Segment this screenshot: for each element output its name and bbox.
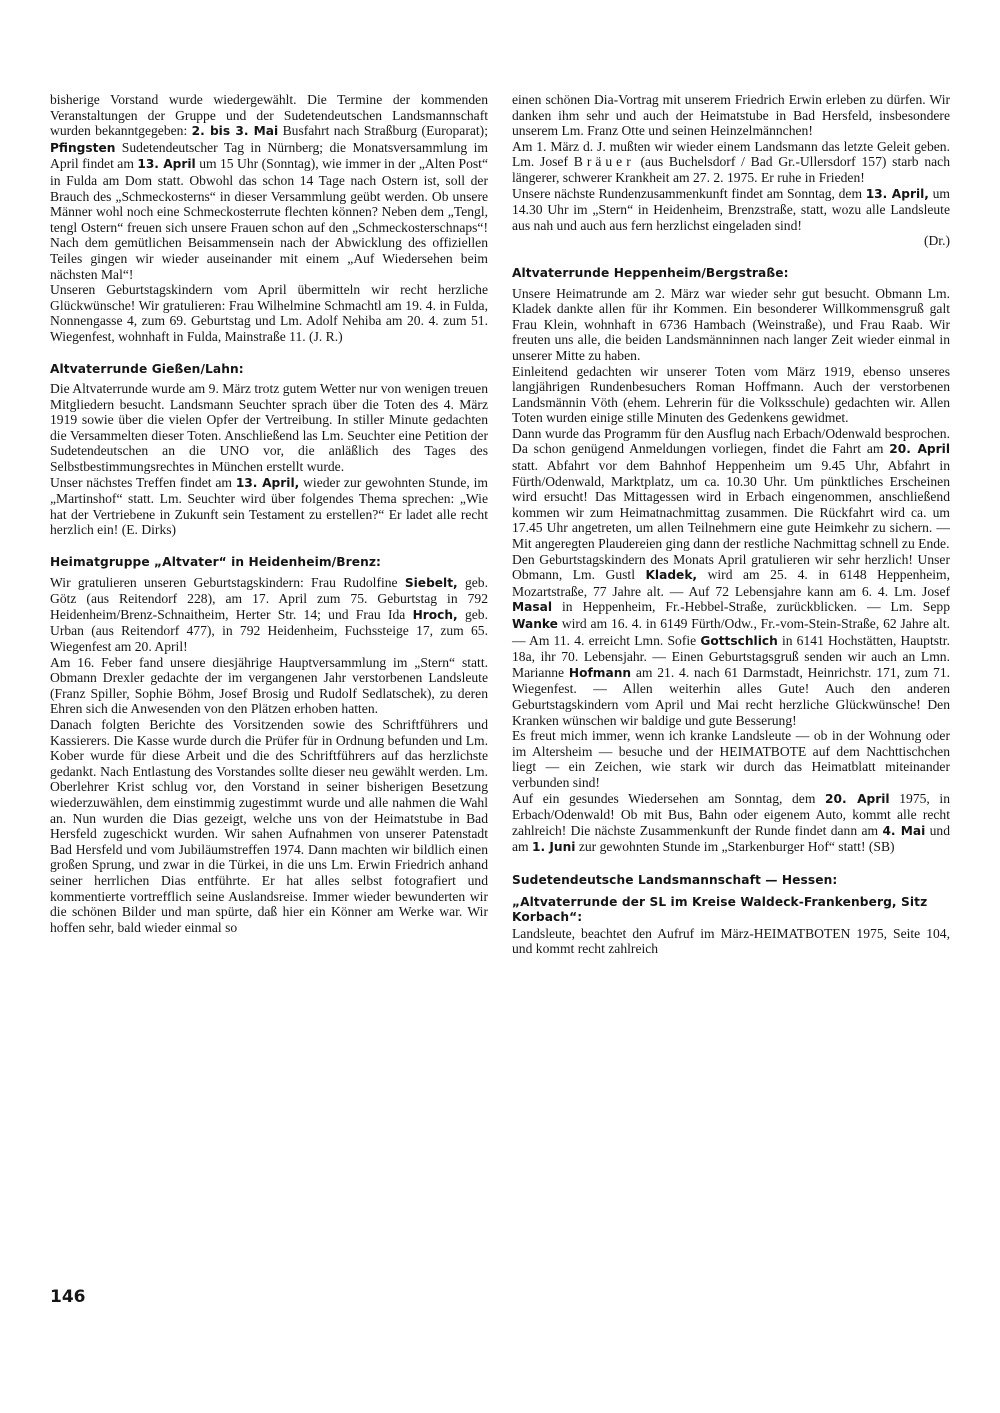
section-heading-heidenheim: Heimatgruppe „Altvater“ in Heidenheim/Brenz: (50, 555, 382, 570)
section-heading-heppenheim: Altvaterrunde Heppenheim/Bergstraße: (512, 265, 789, 280)
paragraph: Es freut mich immer, wenn ich kranke Landsleute — ob in der Wohnung oder im Altersheim — besuche und der HEIMATBOTE auf dem Nachttischchen liegt — ein Zeichen, wie stark wir durch das Heimatblatt miteinander verbunden sind! (512, 728, 950, 790)
paragraph: Am 1. März d. J. mußten wir wieder einem Landsmann das letzte Geleit geben. Lm. Josef Bräuer (aus Buchelsdorf / Bad Gr.-Ullersdorf 157) starb nach längerer, schwerer Krankheit am 27. 2. 1975. Er ruhe in Frieden! (512, 138, 951, 185)
page-number: 146 (50, 1287, 86, 1307)
paragraph: Die Altvaterrunde wurde am 9. März trotz gutem Wetter nur von wenigen treuen Mitgliedern besucht. Landsmann Seuchter sprach über die Toten des 4. März 1919 sowie über die vielen Opfer der Vertreibung. In stiller Minute gedachten die Versammelten dieser Toten. Anschließend las Lm. Seuchter eine Petition der Sudetendeutschen an die UNO vor, die anläßlich des Tages des Selbstbestimmungsrechtes in München erstellt wurde. (50, 381, 488, 475)
paragraph: Den Geburtstagskindern des Monats April gratulieren wir sehr herzlich! Unser Obmann, Lm. Gustl Kladek, wird am 25. 4. in 6148 Heppenheim, Mozartstraße, 77 Jahre alt. — Auf 72 Lebensjahre kann am 6. 4. Lm. Josef Masal in Heppenheim, Fr.-Hebbel-Straße, zurückblicken. — Lm. Sepp Wanke wird am 16. 4. in 6149 Fürth/Odw., Fr.-vom-Stein-Straße, 62 Jahre alt. — Am 11. 4. erreicht Lmn. Sofie Gottschlich in 6141 Hochstätten, Hauptstr. 18a, ihr 70. Lebensjahr. — Einen Geburtstagsgruß senden wir auch an Lmn. Marianne Hofmann am 21. 4. nach 61 Darmstadt, Heinrichstr. 171, zum 71. Wiegenfest. — Allen weiterhin alles Gute! Auch den anderen Geburtstagskindern vom April und Mai recht herzliche Glückwünsche! Den Kranken wünschen wir baldige und gute Besserung! (512, 551, 951, 728)
paragraph: Unser nächstes Treffen findet am 13. April, wieder zur gewohnten Stunde, im „Martinshof“ statt. Lm. Seuchter wird über folgendes Thema sprechen: „Wie hat der Vertriebene in Zukunft sein Testament zu erstellen?“ Er ladet alle recht herzlich ein! (E. Dirks) (50, 474, 488, 538)
paragraph: Auf ein gesundes Wiedersehen am Sonntag, dem 20. April 1975, in Erbach/Odenwald! Ob mit Bus, Bahn oder eigenem Auto, kommt alle recht zahlreich! Die nächste Zusammenkunft der Runde findet dann am 4. Mai und am 1. Juni zur gewohnten Stunde im „Starkenburger Hof“ statt! (SB) (512, 790, 951, 855)
paragraph: bisherige Vorstand wurde wiedergewählt. Die Termine der kommenden Veranstaltungen der Gruppe und der Sudetendeutschen Landsmannschaft wurden bekanntgegeben: 2. bis 3. Mai Busfahrt nach Straßburg (Europarat); Pfingsten Sudetendeutscher Tag in Nürnberg; die Monatsversammlung im April findet am 13. April um 15 Uhr (Sonntag), wie immer in der „Alten Post“ in Fulda am Dom statt. Obwohl das schon 14 Tage nach Ostern ist, soll der Brauch des „Schmeckosterns“ in dieser Versammlung geübt werden. Ob unsere Männer wohl noch eine Schmeckosterrute flechten können? Neben dem „Tengl, tengl Ostern“ freuen sich unsere Frauen schon auf den „Schmeckosterschnaps“! Nach dem gemütlichen Beisammensein nach der Abwicklung des offiziellen Teiles gingen wir wieder auseinander mit einem „Auf Wiedersehen beim nächsten Mal“! (50, 92, 488, 282)
paragraph: Unsere Heimatrunde am 2. März war wieder sehr gut besucht. Obmann Lm. Kladek dankte allen für ihr Kommen. Ein besonderer Willkommensgruß galt Frau Klein, wohnhaft in 6736 Hambach (Weinstraße), und Frau Raab. Wir freuten uns alle, die beiden Landsmänninnen nach langer Zeit wieder einmal in unserer Mitte zu haben. (512, 285, 950, 363)
paragraph: Unseren Geburtstagskindern vom April übermitteln wir recht herzliche Glückwünsche! Wir gratulieren: Frau Wilhelmine Schmachtl am 19. 4. in Fulda, Nonnengasse 4, zum 69. Geburtstag und Lm. Adolf Nehiba am 20. 4. zum 51. Wiegenfest, wohnhaft in Fulda, Mainstraße 11. (J. R.) (50, 282, 488, 344)
paragraph: Am 16. Feber fand unsere diesjährige Hauptversammlung im „Stern“ statt. Obmann Drexler gedachte der im vergangenen Jahr verstorbenen Landsleute (Franz Spiller, Sophie Böhm, Josef Brosig und Rudolf Sedlatschek), zu deren Ehren sich die Anwesenden von den Plätzen erhoben hatten. (50, 654, 488, 717)
signature: (Dr.) (923, 233, 950, 249)
paragraph: Einleitend gedachten wir unserer Toten vom März 1919, ebenso unseres langjährigen Rundenbesuchers Roman Hoffmann. Auch der verstorbenen Landsmännin Vöth (ehem. Lehrerin für die Volksschule) gedachten wir. Allen Toten wurden einige stille Minuten des Gedenkens gewidmet. (512, 363, 950, 426)
section-heading-hessen: Sudetendeutsche Landsmannschaft — Hessen: (512, 872, 838, 887)
paragraph: Wir gratulieren unseren Geburtstagskindern: Frau Rudolfine Siebelt, geb. Götz (aus Reitendorf 228), am 17. April zum 75. Geburtstag in 792 Heidenheim/Brenz-Schnaitheim, Herter Str. 14; und Frau Ida Hroch, geb. Urban (aus Reitendorf 477), in 792 Heidenheim, Fuchssteige 17, zum 65. Wiegenfest am 20. April! (50, 574, 488, 654)
left-column (50, 92, 488, 935)
paragraph: Landsleute, beachtet den Aufruf im März-HEIMATBOTEN 1975, Seite 104, und kommt recht zahlreich (512, 925, 950, 957)
paragraph: einen schönen Dia-Vortrag mit unserem Friedrich Erwin erleben zu dürfen. Wir danken ihm sehr und auch der Heimatstube in Bad Hersfeld, insbesondere unserem Lm. Franz Otte und seinen Heinzelmännchen! (512, 92, 950, 139)
paragraph: Dann wurde das Programm für den Ausflug nach Erbach/Odenwald besprochen. Da schon genügend Anmeldungen vorliegen, findet die Fahrt am 20. April statt. Abfahrt vor dem Bahnhof Heppenheim um 9.45 Uhr, Abfahrt in Fürth/Odenwald, Marktplatz, um ca. 10.30 Uhr. Um pünktliches Erscheinen wird ersucht! Das Mittagessen wird in Erbach eingenommen, anschließend kommen wir zum Heimatnachmittag zusammen. Die Rückfahrt wird ca. um 17.45 Uhr angetreten, um allen Teilnehmern eine gute Heimkehr zu sichern. — Mit angeregten Plaudereien ging dann der restliche Nachmittag schnell zu Ende. (512, 425, 950, 552)
paragraph: Unsere nächste Rundenzusammenkunft findet am Sonntag, dem 13. April, um 14.30 Uhr im „Stern“ in Heidenheim, Brenzstraße, statt, wozu alle Landsleute aus nah und auch aus fern herzlichst eingeladen sind! (512, 185, 950, 233)
section-heading-korbach: „Altvaterrunde der SL im Kreise Waldeck-Frankenberg, Sitz Korbach“: (512, 894, 928, 925)
paragraph: Danach folgten Berichte des Vorsitzenden sowie des Schriftführers und Kassierers. Die Kasse wurde durch die Prüfer für in Ordnung befunden und Lm. Kober wurde für diese Arbeit und die des Schriftführers auf das herzlichste gedankt. Nach Entlastung des Vorstandes sollte dieser neu gewählt werden. Lm. Oberlehrer Krist schlug vor, den Vorstand in seiner bisherigen Besetzung wiederzuwählen, dem einstimmig zugestimmt wurde und alle nahmen die Wahl an. Nun wurden die Dias gezeigt, welche uns von der Heimatstube in Bad Hersfeld zugeschickt wurden. Wir sahen Aufnahmen von unserer Patenstadt Bad Hersfeld und vom Jubiläumstreffen 1974. Dann machten wir bildlich einen großen Sprung, und zwar in die Türkei, in die uns Lm. Erwin Friedrich anhand seiner herrlichen Dias entführte. Er hat alles selbst fotografiert und kommentierte vortrefflich seine Auslandsreise. Immer wieder bewunderten wir die schönen Bilder und man spürte, daß hier ein Könner am Werke war. Wir hoffen sehr, bald wieder einmal so (50, 716, 488, 935)
section-heading-giessen: Altvaterrunde Gießen/Lahn: (50, 361, 244, 376)
right-column (512, 92, 950, 957)
